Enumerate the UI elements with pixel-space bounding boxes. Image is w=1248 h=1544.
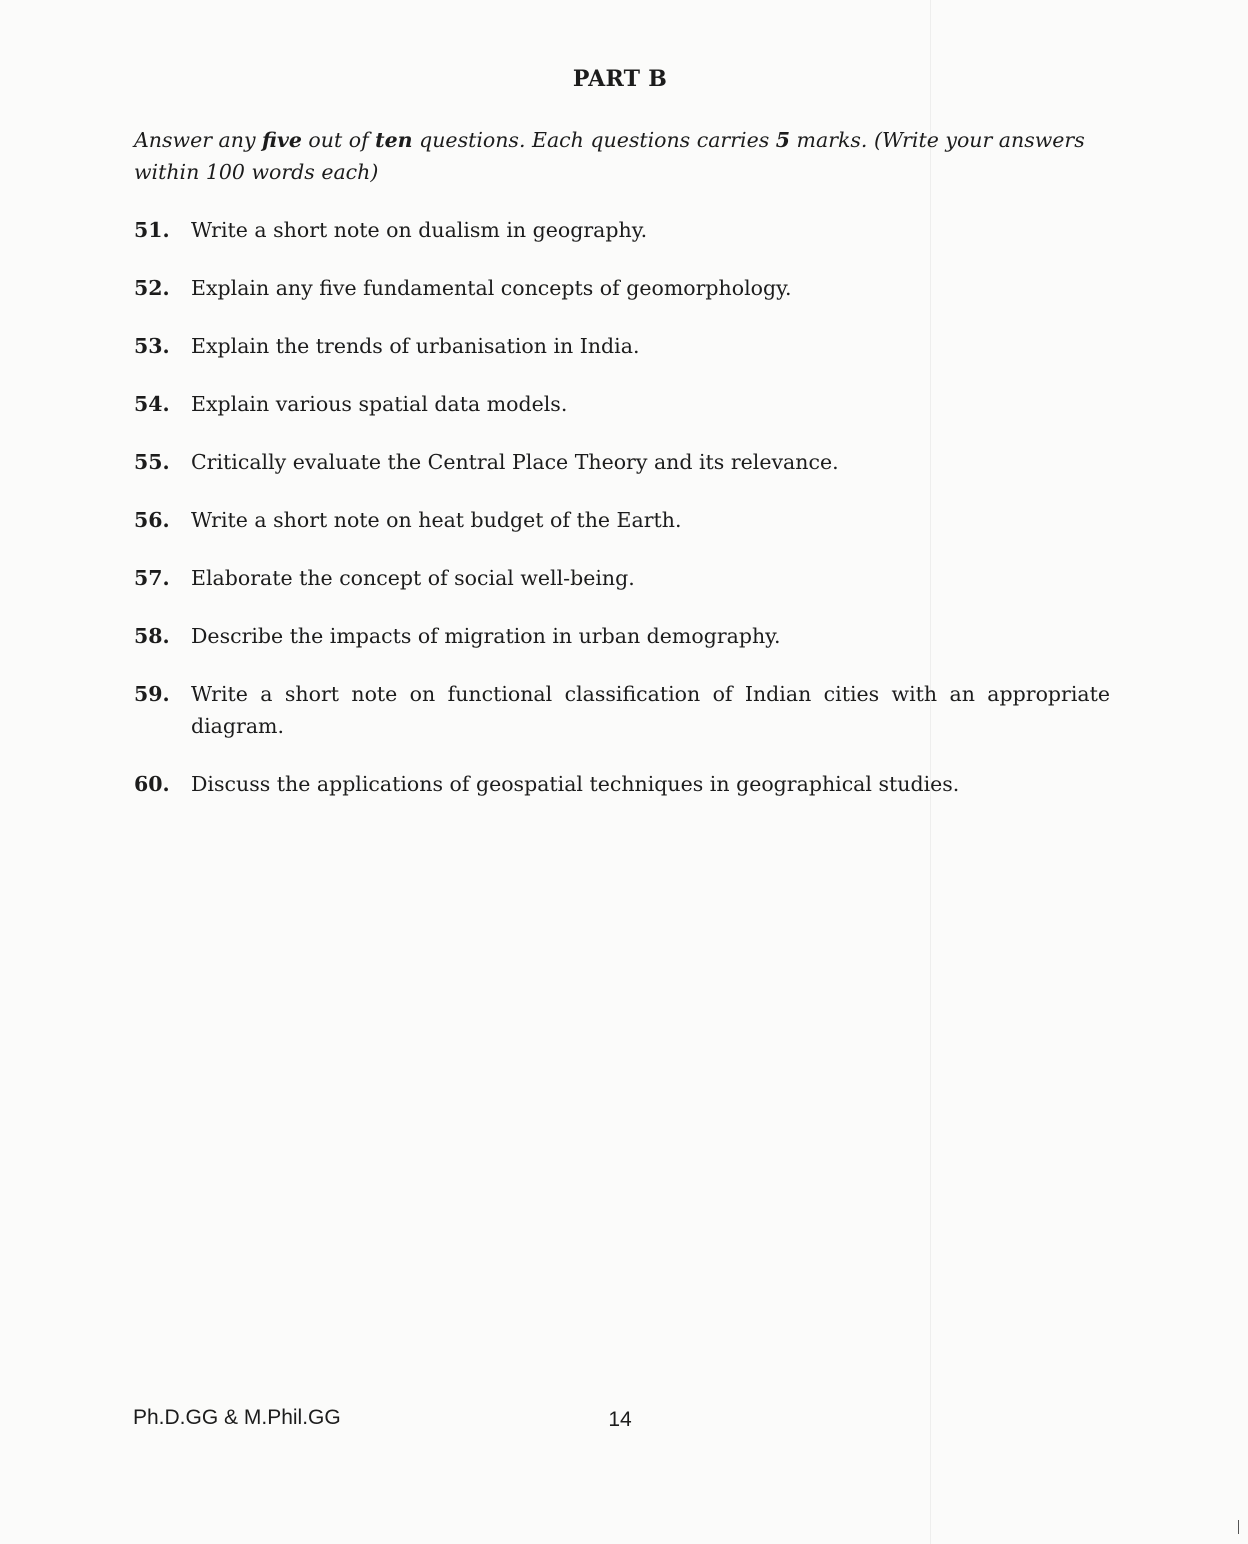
instructions-bold-marks: 5	[775, 128, 791, 152]
question-item	[134, 214, 1110, 246]
question-item	[134, 620, 1110, 652]
question-item	[134, 562, 1110, 594]
question-item	[134, 446, 1110, 478]
question-number: 52.	[134, 276, 170, 300]
footer-paper-code: Ph.D.GG & M.Phil.GG	[133, 1406, 341, 1429]
instructions-bold-ten: ten	[375, 128, 413, 152]
question-number: 56.	[134, 508, 170, 532]
question-item	[134, 504, 1110, 536]
instructions-text-2: out of	[301, 128, 376, 152]
question-number: 60.	[134, 772, 170, 796]
instructions-text-4: marks. (Write your answers within 100 words each)	[134, 128, 1085, 184]
question-number: 54.	[134, 392, 170, 416]
question-number: 55.	[134, 450, 170, 474]
question-text: Explain any five fundamental concepts of geomorphology.	[191, 276, 792, 300]
instructions-bold-five: five	[262, 128, 302, 152]
question-number: 53.	[134, 334, 170, 358]
question-list	[134, 214, 1110, 826]
question-text: Describe the impacts of migration in urban demography.	[191, 624, 781, 648]
question-text: Write a short note on heat budget of the Earth.	[191, 508, 682, 532]
question-number: 51.	[134, 218, 170, 242]
instructions	[134, 124, 1110, 188]
question-text: Explain various spatial data models.	[191, 392, 568, 416]
question-item	[134, 388, 1110, 420]
question-number: 59.	[134, 682, 170, 706]
question-item	[134, 330, 1110, 362]
instructions-text-3: questions. Each questions carries	[412, 128, 776, 152]
footer-page-number: 14	[608, 1408, 632, 1431]
question-text: Critically evaluate the Central Place Theory and its relevance.	[191, 450, 839, 474]
question-item	[134, 678, 1110, 742]
question-text: Discuss the applications of geospatial techniques in geographical studies.	[191, 772, 960, 796]
question-item	[134, 272, 1110, 304]
question-number: 58.	[134, 624, 170, 648]
page-title: PART B	[572, 66, 668, 92]
question-item	[134, 768, 1110, 800]
question-number: 57.	[134, 566, 170, 590]
scan-edge-mark	[1238, 1520, 1239, 1534]
instructions-text-1: Answer any	[134, 128, 263, 152]
question-text: Elaborate the concept of social well-being.	[191, 566, 635, 590]
question-text: Write a short note on dualism in geography.	[191, 218, 648, 242]
question-text: Explain the trends of urbanisation in India.	[191, 334, 640, 358]
question-text: Write a short note on functional classification of Indian cities with an appropriate diagram.	[191, 682, 1110, 738]
